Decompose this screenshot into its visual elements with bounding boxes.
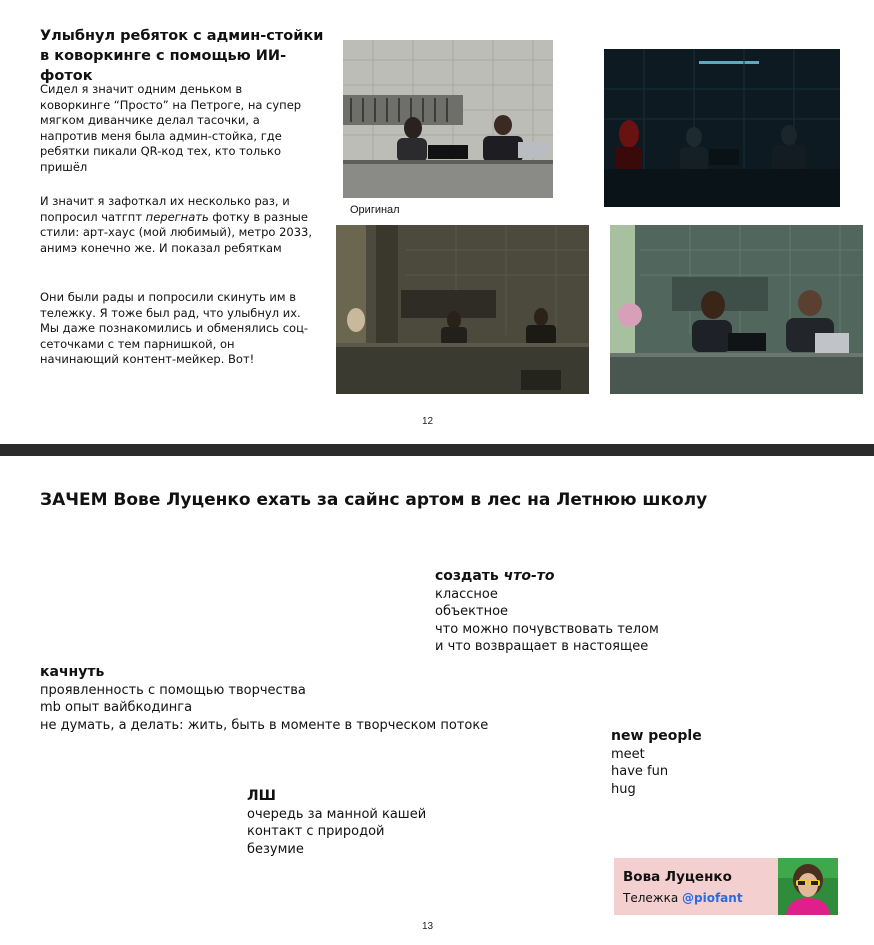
author-name: Вова Луценко: [623, 869, 732, 885]
list-item: meet: [611, 746, 645, 762]
list-item: не думать, а делать: жить, быть в моменте в творческом потоке: [40, 717, 489, 733]
list-item: очередь за манной кашей: [247, 806, 427, 822]
paragraph-2-text-end: фотку в разные стили: арт-хаус (мой любимый), метро 2033, анимэ конечно же. И показал ребяткам: [40, 209, 312, 255]
create-heading: [435, 568, 659, 586]
original-photo-caption: Оригинал: [350, 204, 400, 216]
arthouse-style-photo: [336, 225, 589, 394]
list-item: контакт с природой: [247, 824, 385, 839]
telegram-label: Тележка: [623, 891, 679, 905]
list-item: классное: [435, 586, 498, 602]
lsh-heading: ЛШ: [247, 788, 276, 804]
page-number-12: 12: [422, 416, 434, 427]
new-people-heading: new people: [611, 728, 702, 744]
paragraph-2-italic-word: перегнать: [145, 209, 209, 224]
anime-style-photo: [610, 225, 863, 394]
paragraph-2-text-start: И значит я зафоткал их несколько раз, и попросил чатгпт: [40, 194, 290, 224]
story-paragraph-2: [40, 194, 315, 256]
story-paragraph-1: Сидел я значит одним деньком в коворкинге “Просто” на Петроге, на супер мягком диванчике делал тасочки, а напротив меня была админ-стойка, где ребятки пикали QR-код тех, кто только пришёл: [40, 82, 302, 174]
page-13-title: ЗАЧЕМ Вове Луценко ехать за сайнс артом в лес на Летнюю школу: [40, 490, 708, 510]
list-item: проявленность с помощью творчества: [40, 682, 306, 698]
metro-style-photo: [604, 49, 840, 207]
author-card: [614, 858, 778, 915]
list-item: have fun: [611, 764, 669, 779]
avatar: [778, 858, 838, 915]
telegram-handle-link[interactable]: @piofant: [682, 891, 743, 905]
list-item: и что возвращает в настоящее: [435, 639, 649, 654]
page-divider: [0, 444, 874, 456]
create-heading-italic: что-то: [503, 568, 555, 584]
create-heading-plain: создать: [435, 568, 504, 584]
create-something-block: [435, 568, 659, 656]
new-people-block: [611, 728, 702, 798]
kachnut-block: [40, 664, 488, 734]
list-item: что можно почувствовать телом: [435, 621, 659, 637]
original-photo: [343, 40, 553, 198]
list-item: hug: [611, 781, 636, 797]
kachnut-heading: качнуть: [40, 664, 105, 680]
story-paragraph-3: Они были рады и попросили скинуть им в тележку. Я тоже был рад, что улыбнул их. Мы даже познакомились и обменялись соц-сеточками с тем парнишкой, он начинающий контент-мейкер. Вот!: [40, 290, 309, 366]
page-12-title: Улыбнул ребяток с админ-стойки в коворкинге с помощью ИИ-фоток: [40, 28, 324, 84]
author-telegram: [623, 891, 743, 905]
list-item: безумие: [247, 841, 304, 857]
lsh-block: [247, 788, 426, 858]
list-item: объектное: [435, 604, 509, 619]
page-number-13: 13: [422, 921, 434, 932]
list-item: mb опыт вайбкодинга: [40, 700, 193, 715]
